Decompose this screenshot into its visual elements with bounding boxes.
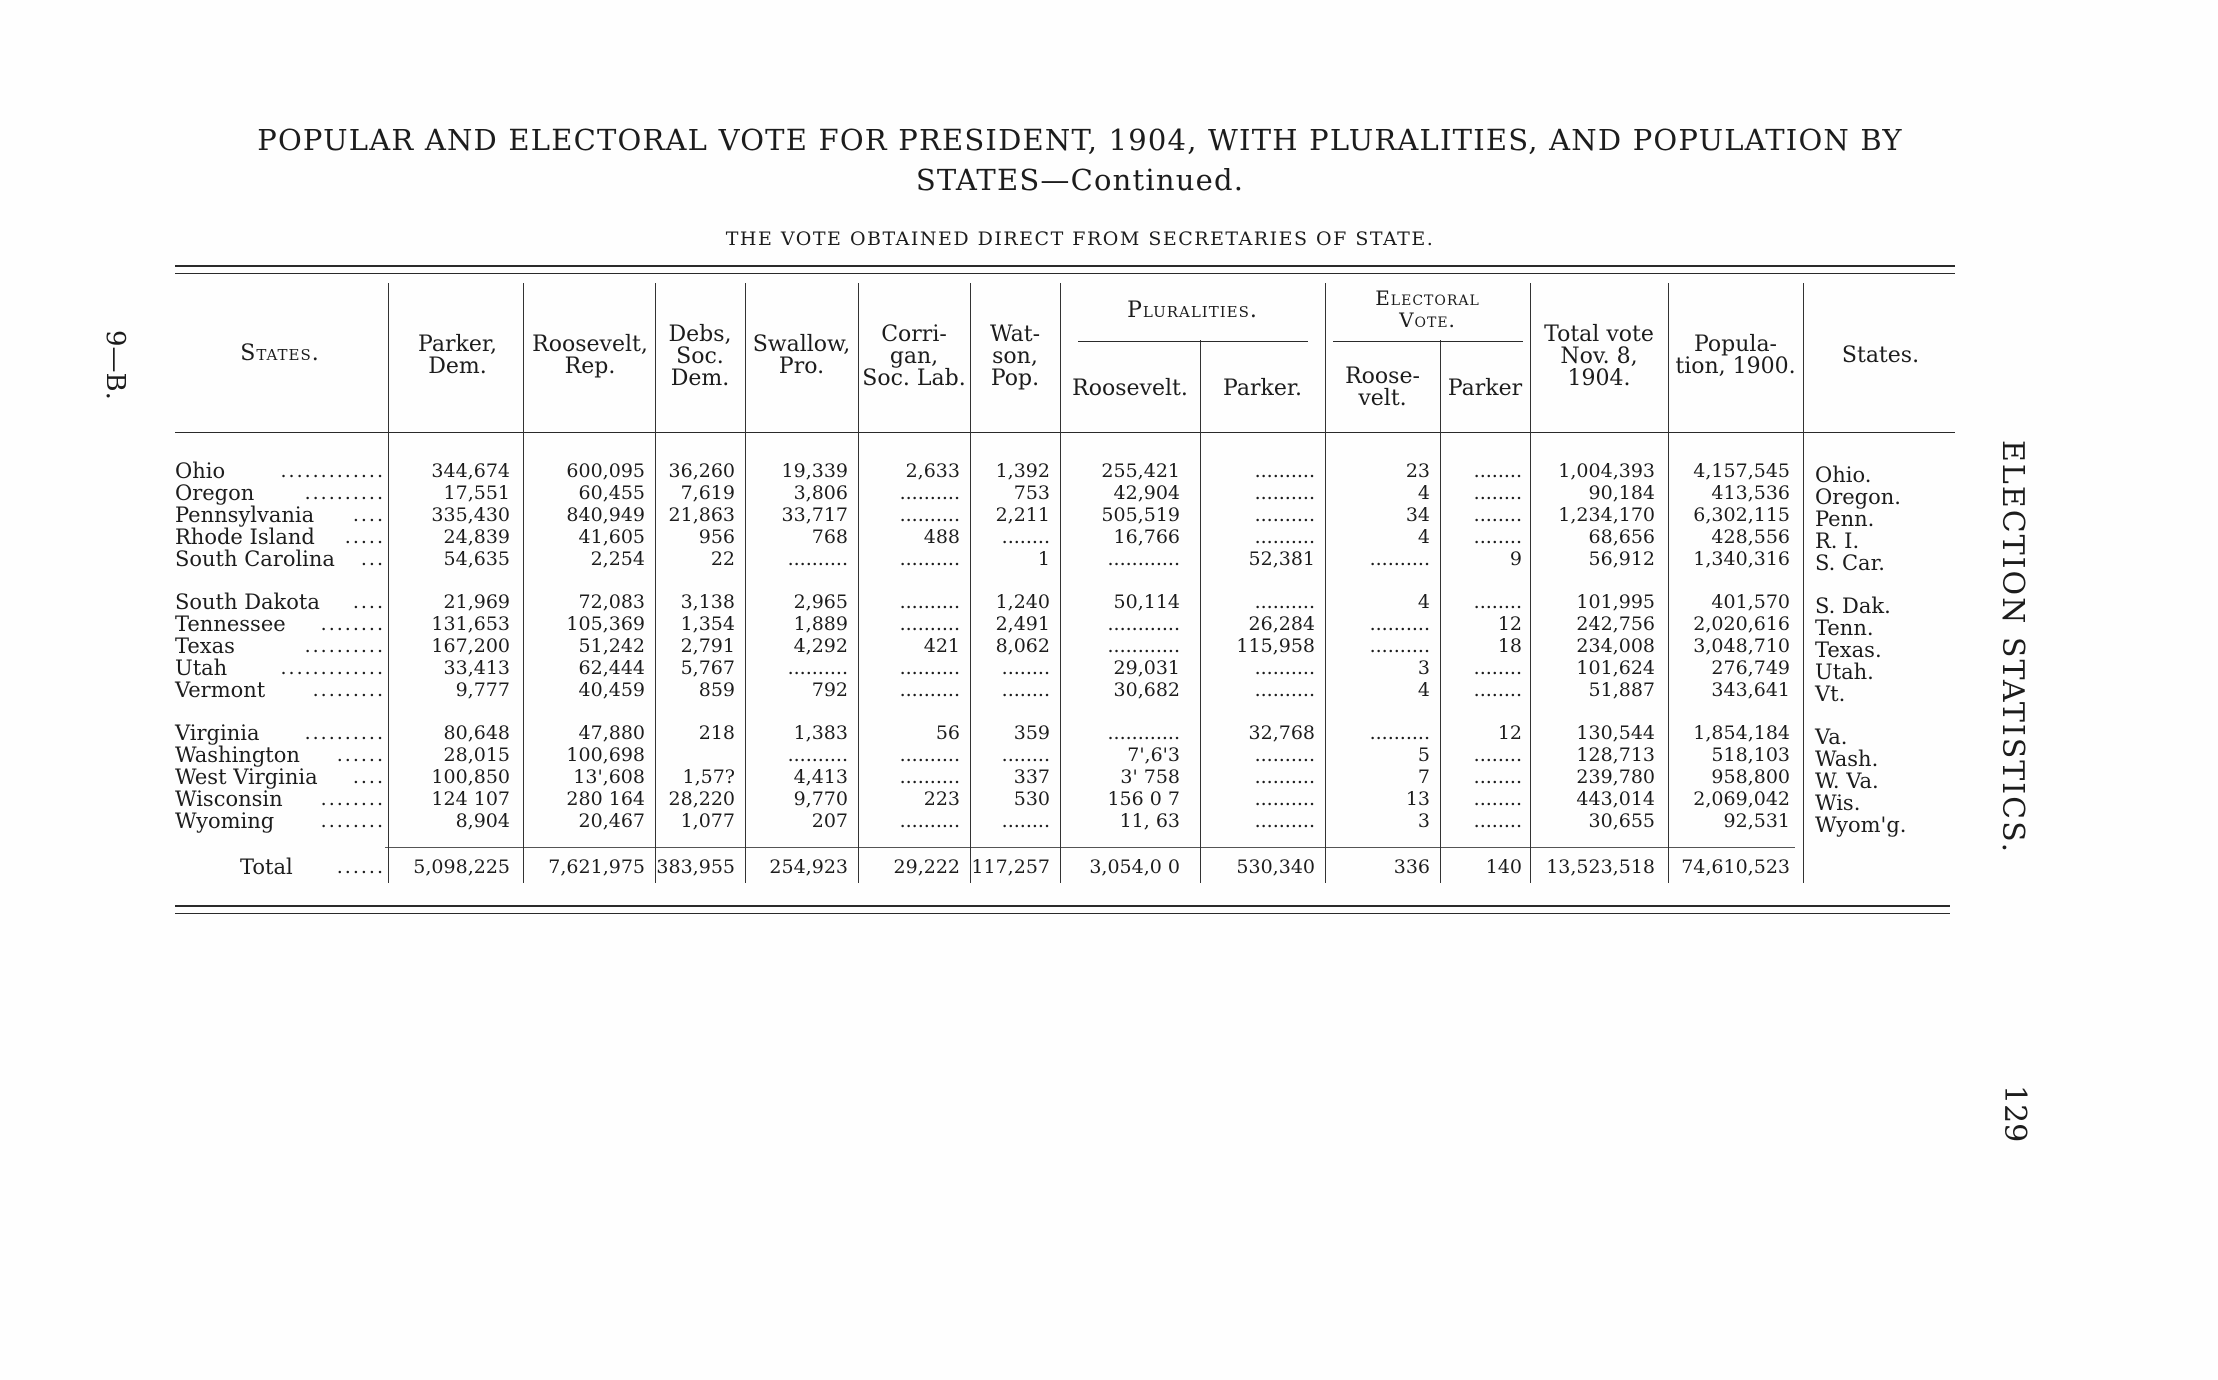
table-cell-debs: 7,619 — [680, 482, 735, 504]
running-head: ELECTION STATISTICS. — [1995, 440, 2030, 855]
state-abbr: S. Dak. — [1815, 594, 1891, 618]
table-cell-plur_r: ............ — [1107, 548, 1180, 570]
table-cell-elec_r: 4 — [1417, 591, 1430, 613]
table-cell-total: 1,234,170 — [1558, 504, 1655, 526]
header-states-abbr: States. — [1841, 343, 1920, 368]
table-cell-swallow: 2,965 — [793, 591, 848, 613]
leader-dots: ...... — [336, 744, 385, 766]
table-cell-watson: 530 — [1013, 788, 1050, 810]
table-cell-roosevelt: 72,083 — [578, 591, 645, 613]
state-name: Rhode Island — [175, 525, 315, 549]
state-name: Wisconsin — [175, 787, 283, 811]
table-cell-parker: 17,551 — [443, 482, 510, 504]
state-name: Texas — [175, 634, 235, 658]
state-abbr: Texas. — [1815, 638, 1882, 662]
total-cell-watson: 117,257 — [971, 856, 1050, 878]
table-cell-corrigan: .......... — [899, 810, 960, 832]
table-cell-population: 2,020,616 — [1693, 613, 1790, 635]
table-cell-total: 130,544 — [1576, 722, 1655, 744]
table-cell-plur_r: 42,904 — [1113, 482, 1180, 504]
state-name: Oregon — [175, 481, 255, 505]
state-abbr: Penn. — [1815, 507, 1875, 531]
leader-dots: ...... — [336, 856, 385, 878]
title-line-2: STATES—Continued. — [915, 163, 1245, 197]
header-rule — [175, 432, 1955, 433]
total-rule — [385, 847, 1795, 848]
leader-dots: ........ — [320, 788, 385, 810]
side-mark-left: 9—B. — [100, 330, 130, 400]
leader-dots: ............. — [280, 460, 385, 482]
header-population: Popula- tion, 1900. — [1675, 332, 1796, 379]
table-cell-corrigan: 56 — [935, 722, 960, 744]
col-divider — [1803, 283, 1804, 883]
table-cell-swallow: 4,413 — [793, 766, 848, 788]
table-cell-total: 51,887 — [1588, 679, 1655, 701]
table-cell-debs: 1,57? — [682, 766, 735, 788]
table-cell-watson: 2,211 — [995, 504, 1050, 526]
table-cell-plur_p: .......... — [1254, 744, 1315, 766]
table-cell-swallow: .......... — [787, 548, 848, 570]
table-cell-plur_r: 16,766 — [1113, 526, 1180, 548]
table-cell-elec_r: 3 — [1417, 810, 1430, 832]
header-plur-parker: Parker. — [1223, 376, 1302, 401]
table-cell-plur_r: 50,114 — [1113, 591, 1180, 613]
table-cell-elec_p: 18 — [1497, 635, 1522, 657]
header-pluralities: Pluralities. — [1127, 298, 1258, 323]
table-cell-corrigan: .......... — [899, 613, 960, 635]
state-abbr: Wash. — [1815, 747, 1879, 771]
leader-dots: ... — [360, 548, 385, 570]
table-cell-corrigan: 488 — [923, 526, 960, 548]
table-cell-plur_r: 11, 63 — [1119, 810, 1180, 832]
table-cell-plur_r: ............ — [1107, 722, 1180, 744]
table-subtitle: THE VOTE OBTAINED DIRECT FROM SECRETARIES OF STATE. — [725, 228, 1435, 250]
total-cell-roosevelt: 7,621,975 — [548, 856, 645, 878]
header-roosevelt: Roosevelt, Rep. — [532, 332, 648, 379]
table-cell-total: 101,995 — [1576, 591, 1655, 613]
table-cell-watson: ........ — [1001, 526, 1050, 548]
table-cell-population: 401,570 — [1711, 591, 1790, 613]
table-cell-parker: 9,777 — [455, 679, 510, 701]
table-cell-population: 413,536 — [1711, 482, 1790, 504]
col-divider — [1060, 283, 1061, 883]
state-abbr: W. Va. — [1815, 769, 1879, 793]
table-cell-corrigan: .......... — [899, 766, 960, 788]
leader-dots: .... — [352, 766, 385, 788]
table-cell-plur_r: 29,031 — [1113, 657, 1180, 679]
table-cell-roosevelt: 280 164 — [566, 788, 645, 810]
table-cell-debs: 1,077 — [680, 810, 735, 832]
table-cell-roosevelt: 47,880 — [578, 722, 645, 744]
table-cell-debs: 859 — [698, 679, 735, 701]
header-elec-parker: Parker — [1447, 376, 1523, 401]
table-cell-elec_r: .......... — [1369, 635, 1430, 657]
page-number: 129 — [1997, 1085, 2032, 1143]
table-cell-corrigan: .......... — [899, 504, 960, 526]
table-cell-parker: 80,648 — [443, 722, 510, 744]
leader-dots: .......... — [304, 482, 385, 504]
col-divider — [388, 283, 389, 883]
table-cell-plur_p: .......... — [1254, 591, 1315, 613]
table-cell-debs: 3,138 — [680, 591, 735, 613]
table-cell-elec_p: ........ — [1473, 657, 1522, 679]
state-name: Pennsylvania — [175, 503, 315, 527]
table-cell-total: 68,656 — [1588, 526, 1655, 548]
total-cell-elec_p: 140 — [1485, 856, 1522, 878]
table-cell-roosevelt: 13',608 — [573, 766, 645, 788]
table-cell-debs: 28,220 — [668, 788, 735, 810]
table-cell-debs: 21,863 — [668, 504, 735, 526]
table-cell-corrigan: .......... — [899, 679, 960, 701]
table-cell-corrigan: .......... — [899, 548, 960, 570]
table-cell-swallow: .......... — [787, 744, 848, 766]
table-cell-parker: 54,635 — [443, 548, 510, 570]
table-cell-population: 343,641 — [1711, 679, 1790, 701]
col-divider — [1200, 340, 1201, 883]
state-abbr: Oregon. — [1815, 485, 1901, 509]
total-cell-corrigan: 29,222 — [893, 856, 960, 878]
table-cell-population: 6,302,115 — [1693, 504, 1790, 526]
table-cell-swallow: 207 — [811, 810, 848, 832]
table-cell-elec_r: 4 — [1417, 482, 1430, 504]
table-cell-total: 56,912 — [1588, 548, 1655, 570]
col-divider — [523, 283, 524, 883]
table-cell-elec_p: 12 — [1497, 722, 1522, 744]
total-cell-population: 74,610,523 — [1681, 856, 1790, 878]
table-cell-total: 128,713 — [1576, 744, 1655, 766]
table-cell-swallow: 1,889 — [793, 613, 848, 635]
total-cell-plur_p: 530,340 — [1236, 856, 1315, 878]
table-cell-elec_r: 3 — [1417, 657, 1430, 679]
table-cell-population: 1,340,316 — [1693, 548, 1790, 570]
table-cell-parker: 335,430 — [431, 504, 510, 526]
table-cell-elec_p: ........ — [1473, 504, 1522, 526]
table-cell-elec_p: 9 — [1509, 548, 1522, 570]
col-divider — [1440, 340, 1441, 883]
table-cell-plur_r: 156 0 7 — [1107, 788, 1180, 810]
state-abbr: Tenn. — [1815, 616, 1874, 640]
leader-dots: ......... — [312, 679, 385, 701]
total-cell-debs: 383,955 — [656, 856, 735, 878]
table-cell-roosevelt: 840,949 — [566, 504, 645, 526]
table-cell-population: 4,157,545 — [1693, 460, 1790, 482]
table-cell-plur_r: ............ — [1107, 635, 1180, 657]
leader-dots: .... — [352, 504, 385, 526]
table-cell-watson: 1,240 — [995, 591, 1050, 613]
header-swallow: Swallow, Pro. — [752, 332, 851, 379]
table-cell-plur_r: 3' 758 — [1120, 766, 1180, 788]
state-name: Ohio — [175, 459, 226, 483]
state-name: Washington — [175, 743, 300, 767]
table-cell-plur_p: .......... — [1254, 657, 1315, 679]
table-cell-swallow: 4,292 — [793, 635, 848, 657]
table-cell-elec_r: 4 — [1417, 679, 1430, 701]
table-cell-corrigan: 223 — [923, 788, 960, 810]
state-abbr: Wyom'g. — [1815, 813, 1907, 837]
state-abbr: Vt. — [1815, 682, 1846, 706]
table-cell-elec_p: 12 — [1497, 613, 1522, 635]
table-cell-watson: ........ — [1001, 810, 1050, 832]
state-name: South Carolina — [175, 547, 335, 571]
state-name: West Virginia — [175, 765, 318, 789]
table-cell-elec_p: ........ — [1473, 810, 1522, 832]
table-cell-population: 92,531 — [1723, 810, 1790, 832]
leader-dots: ........ — [320, 613, 385, 635]
state-abbr: S. Car. — [1815, 551, 1885, 575]
table-cell-swallow: 3,806 — [793, 482, 848, 504]
table-cell-watson: ........ — [1001, 679, 1050, 701]
total-cell-parker: 5,098,225 — [413, 856, 510, 878]
table-cell-elec_p: ........ — [1473, 482, 1522, 504]
table-cell-plur_p: .......... — [1254, 460, 1315, 482]
leader-dots: .......... — [304, 722, 385, 744]
table-cell-debs: 1,354 — [680, 613, 735, 635]
table-cell-plur_p: .......... — [1254, 482, 1315, 504]
table-cell-plur_r: ............ — [1107, 613, 1180, 635]
table-cell-plur_r: 7',6'3 — [1127, 744, 1180, 766]
table-cell-elec_r: 7 — [1417, 766, 1430, 788]
table-cell-watson: ........ — [1001, 657, 1050, 679]
table-cell-plur_p: .......... — [1254, 504, 1315, 526]
table-cell-watson: 2,491 — [995, 613, 1050, 635]
table-cell-population: 3,048,710 — [1693, 635, 1790, 657]
state-name: Vermont — [175, 678, 266, 702]
table-cell-parker: 167,200 — [431, 635, 510, 657]
table-cell-swallow: 1,383 — [793, 722, 848, 744]
top-rule-2 — [175, 273, 1955, 274]
table-cell-parker: 8,904 — [455, 810, 510, 832]
header-parker: Parker, Dem. — [418, 332, 497, 379]
table-cell-swallow: 792 — [811, 679, 848, 701]
header-states: States. — [240, 341, 320, 366]
table-cell-plur_p: 32,768 — [1248, 722, 1315, 744]
state-name: Utah — [175, 656, 228, 680]
table-cell-plur_p: 115,958 — [1236, 635, 1315, 657]
bottom-rule-2 — [175, 913, 1950, 914]
header-elec-roosevelt: Roose- velt. — [1345, 364, 1420, 411]
table-cell-plur_p: 52,381 — [1248, 548, 1315, 570]
table-cell-swallow: 768 — [811, 526, 848, 548]
state-abbr: Va. — [1815, 725, 1848, 749]
page-title — [180, 120, 1980, 200]
table-cell-watson: ........ — [1001, 744, 1050, 766]
table-cell-elec_r: 34 — [1405, 504, 1430, 526]
table-cell-population: 518,103 — [1711, 744, 1790, 766]
table-cell-elec_p: ........ — [1473, 679, 1522, 701]
table-cell-corrigan: 2,633 — [905, 460, 960, 482]
state-name: South Dakota — [175, 590, 320, 614]
table-cell-watson: 1 — [1037, 548, 1050, 570]
table-cell-corrigan: .......... — [899, 591, 960, 613]
table-cell-watson: 753 — [1013, 482, 1050, 504]
table-cell-elec_r: .......... — [1369, 548, 1430, 570]
total-cell-elec_r: 336 — [1393, 856, 1430, 878]
table-cell-population: 428,556 — [1711, 526, 1790, 548]
header-watson: Wat- son, Pop. — [989, 322, 1041, 391]
total-cell-total: 13,523,518 — [1546, 856, 1655, 878]
table-cell-roosevelt: 600,095 — [566, 460, 645, 482]
state-name: Wyoming — [175, 809, 275, 833]
state-abbr: Wis. — [1815, 791, 1861, 815]
table-cell-population: 2,069,042 — [1693, 788, 1790, 810]
state-name: Tennessee — [175, 612, 286, 636]
table-cell-elec_p: ........ — [1473, 591, 1522, 613]
table-cell-total: 30,655 — [1588, 810, 1655, 832]
total-cell-plur_r: 3,054,0 0 — [1089, 856, 1180, 878]
table-cell-total: 90,184 — [1588, 482, 1655, 504]
table-cell-plur_p: .......... — [1254, 788, 1315, 810]
header-electoral-vote: Electoral Vote. — [1375, 286, 1480, 332]
header-debs: Debs, Soc. Dem. — [668, 322, 732, 391]
table-cell-swallow: 33,717 — [781, 504, 848, 526]
table-cell-watson: 337 — [1013, 766, 1050, 788]
table-cell-population: 276,749 — [1711, 657, 1790, 679]
table-cell-elec_r: 23 — [1405, 460, 1430, 482]
header-total-vote: Total vote Nov. 8, 1904. — [1544, 322, 1654, 391]
table-cell-swallow: 19,339 — [781, 460, 848, 482]
table-cell-roosevelt: 20,467 — [578, 810, 645, 832]
header-corrigan: Corri- gan, Soc. Lab. — [862, 322, 966, 391]
table-cell-roosevelt: 2,254 — [590, 548, 645, 570]
table-cell-plur_r: 255,421 — [1101, 460, 1180, 482]
state-abbr: R. I. — [1815, 529, 1860, 553]
state-abbr: Ohio. — [1815, 463, 1872, 487]
table-cell-debs: 956 — [698, 526, 735, 548]
table-cell-watson: 1,392 — [995, 460, 1050, 482]
table-cell-elec_r: 5 — [1417, 744, 1430, 766]
table-cell-total: 443,014 — [1576, 788, 1655, 810]
table-cell-parker: 344,674 — [431, 460, 510, 482]
table-cell-roosevelt: 60,455 — [578, 482, 645, 504]
table-cell-corrigan: .......... — [899, 744, 960, 766]
table-cell-plur_p: .......... — [1254, 679, 1315, 701]
table-cell-elec_r: 13 — [1405, 788, 1430, 810]
table-cell-elec_p: ........ — [1473, 766, 1522, 788]
table-cell-debs: 22 — [710, 548, 735, 570]
table-cell-total: 242,756 — [1576, 613, 1655, 635]
bottom-rule-1 — [175, 905, 1950, 907]
total-cell-swallow: 254,923 — [769, 856, 848, 878]
table-cell-corrigan: .......... — [899, 657, 960, 679]
leader-dots: ..... — [344, 526, 385, 548]
table-cell-elec_p: ........ — [1473, 526, 1522, 548]
state-abbr: Utah. — [1815, 660, 1874, 684]
table-cell-roosevelt: 41,605 — [578, 526, 645, 548]
table-cell-total: 1,004,393 — [1558, 460, 1655, 482]
table-cell-elec_r: .......... — [1369, 613, 1430, 635]
table-cell-total: 101,624 — [1576, 657, 1655, 679]
table-cell-corrigan: .......... — [899, 482, 960, 504]
table-cell-plur_p: .......... — [1254, 810, 1315, 832]
table-cell-elec_r: 4 — [1417, 526, 1430, 548]
leader-dots: ............. — [280, 657, 385, 679]
table-cell-roosevelt: 100,698 — [566, 744, 645, 766]
table-cell-elec_p: ........ — [1473, 788, 1522, 810]
table-cell-plur_r: 505,519 — [1101, 504, 1180, 526]
leader-dots: .......... — [304, 635, 385, 657]
table-cell-elec_p: ........ — [1473, 744, 1522, 766]
total-label: Total — [240, 855, 293, 879]
table-cell-debs: 218 — [698, 722, 735, 744]
table-cell-population: 1,854,184 — [1693, 722, 1790, 744]
table-cell-debs: 5,767 — [680, 657, 735, 679]
state-name: Virginia — [175, 721, 260, 745]
table-cell-debs: 36,260 — [668, 460, 735, 482]
table-cell-parker: 131,653 — [431, 613, 510, 635]
leader-dots: .... — [352, 591, 385, 613]
table-cell-total: 239,780 — [1576, 766, 1655, 788]
table-cell-roosevelt: 105,369 — [566, 613, 645, 635]
table-cell-elec_p: ........ — [1473, 460, 1522, 482]
table-cell-roosevelt: 62,444 — [578, 657, 645, 679]
table-cell-parker: 28,015 — [443, 744, 510, 766]
header-plur-roosevelt: Roosevelt. — [1072, 376, 1188, 401]
table-cell-watson: 8,062 — [995, 635, 1050, 657]
table-cell-roosevelt: 51,242 — [578, 635, 645, 657]
table-cell-roosevelt: 40,459 — [578, 679, 645, 701]
table-cell-corrigan: 421 — [923, 635, 960, 657]
electoral-subrule — [1333, 341, 1523, 342]
table-cell-plur_p: .......... — [1254, 766, 1315, 788]
table-cell-parker: 124 107 — [431, 788, 510, 810]
table-cell-population: 958,800 — [1711, 766, 1790, 788]
pluralities-subrule — [1078, 341, 1308, 342]
table-cell-debs: 2,791 — [680, 635, 735, 657]
table-cell-parker: 100,850 — [431, 766, 510, 788]
table-cell-elec_r: .......... — [1369, 722, 1430, 744]
table-cell-plur_p: 26,284 — [1248, 613, 1315, 635]
table-cell-watson: 359 — [1013, 722, 1050, 744]
table-cell-plur_p: .......... — [1254, 526, 1315, 548]
table-cell-swallow: .......... — [787, 657, 848, 679]
table-cell-parker: 24,839 — [443, 526, 510, 548]
table-cell-swallow: 9,770 — [793, 788, 848, 810]
top-rule-1 — [175, 265, 1955, 267]
table-cell-parker: 21,969 — [443, 591, 510, 613]
table-cell-plur_r: 30,682 — [1113, 679, 1180, 701]
leader-dots: ........ — [320, 810, 385, 832]
title-line-1: POPULAR AND ELECTORAL VOTE FOR PRESIDENT, 1904, WITH PLURALITIES, AND POPULATION BY — [257, 123, 1903, 157]
table-cell-parker: 33,413 — [443, 657, 510, 679]
table-cell-total: 234,008 — [1576, 635, 1655, 657]
